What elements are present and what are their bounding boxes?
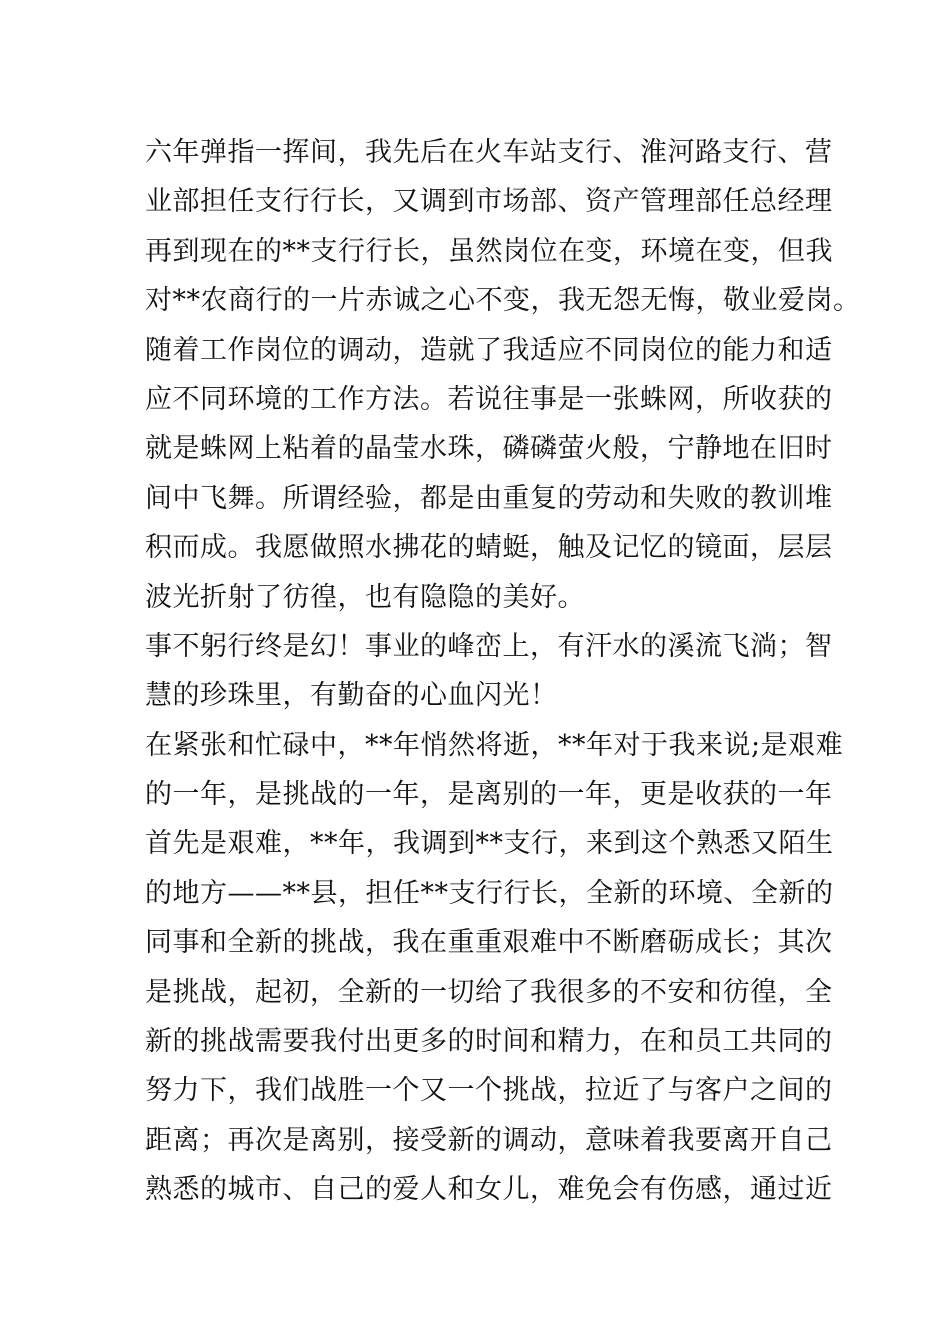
text-line: 随着工作岗位的调动，造就了我适应不同岗位的能力和适: [145, 334, 833, 366]
text-line: 事不躬行终是幻！事业的峰峦上，有汗水的溪流飞淌；智: [145, 630, 833, 662]
text-line: 首先是艰难，**年，我调到**支行，来到这个熟悉又陌生: [145, 828, 834, 860]
text-line: 的一年，是挑战的一年，是离别的一年，更是收获的一年: [145, 779, 833, 811]
text-line: 在紧张和忙碌中，**年悄然将逝，**年对于我来说;是艰难: [145, 729, 844, 761]
text-line: 熟悉的城市、自己的爱人和女儿，难免会有伤感，通过近: [145, 1174, 833, 1206]
text-line: 同事和全新的挑战，我在重重艰难中不断磨砺成长；其次: [145, 927, 833, 959]
text-line: 业部担任支行行长，又调到市场部、资产管理部任总经理: [145, 186, 833, 218]
text-line: 间中飞舞。所谓经验，都是由重复的劳动和失败的教训堆: [145, 482, 833, 514]
document-text-body: [145, 128, 861, 1215]
text-line: 慧的珍珠里，有勤奋的心血闪光！: [145, 680, 558, 712]
text-line: 的地方——**县，担任**支行行长，全新的环境、全新的: [145, 877, 834, 909]
text-line: 六年弹指一挥间，我先后在火车站支行、淮河路支行、营: [145, 137, 833, 168]
text-line: 努力下，我们战胜一个又一个挑战，拉近了与客户之间的: [145, 1075, 833, 1107]
text-line: 再到现在的**支行行长，虽然岗位在变，环境在变，但我: [145, 235, 833, 267]
text-line: 是挑战，起初，全新的一切给了我很多的不安和彷徨，全: [145, 976, 833, 1008]
text-line: 对**农商行的一片赤诚之心不变，我无怨无悔，敬业爱岗。: [145, 285, 861, 317]
text-line: 应不同环境的工作方法。若说往事是一张蛛网，所收获的: [145, 383, 833, 415]
text-line: 距离；再次是离别，接受新的调动，意味着我要离开自己: [145, 1124, 833, 1156]
text-line: 新的挑战需要我付出更多的时间和精力，在和员工共同的: [145, 1026, 833, 1058]
text-line: 积而成。我愿做照水拂花的蜻蜓，触及记忆的镜面，层层: [145, 532, 833, 564]
text-line: 就是蛛网上粘着的晶莹水珠，磷磷萤火般，宁静地在旧时: [145, 433, 833, 465]
text-line: 波光折射了彷徨，也有隐隐的美好。: [145, 581, 585, 613]
